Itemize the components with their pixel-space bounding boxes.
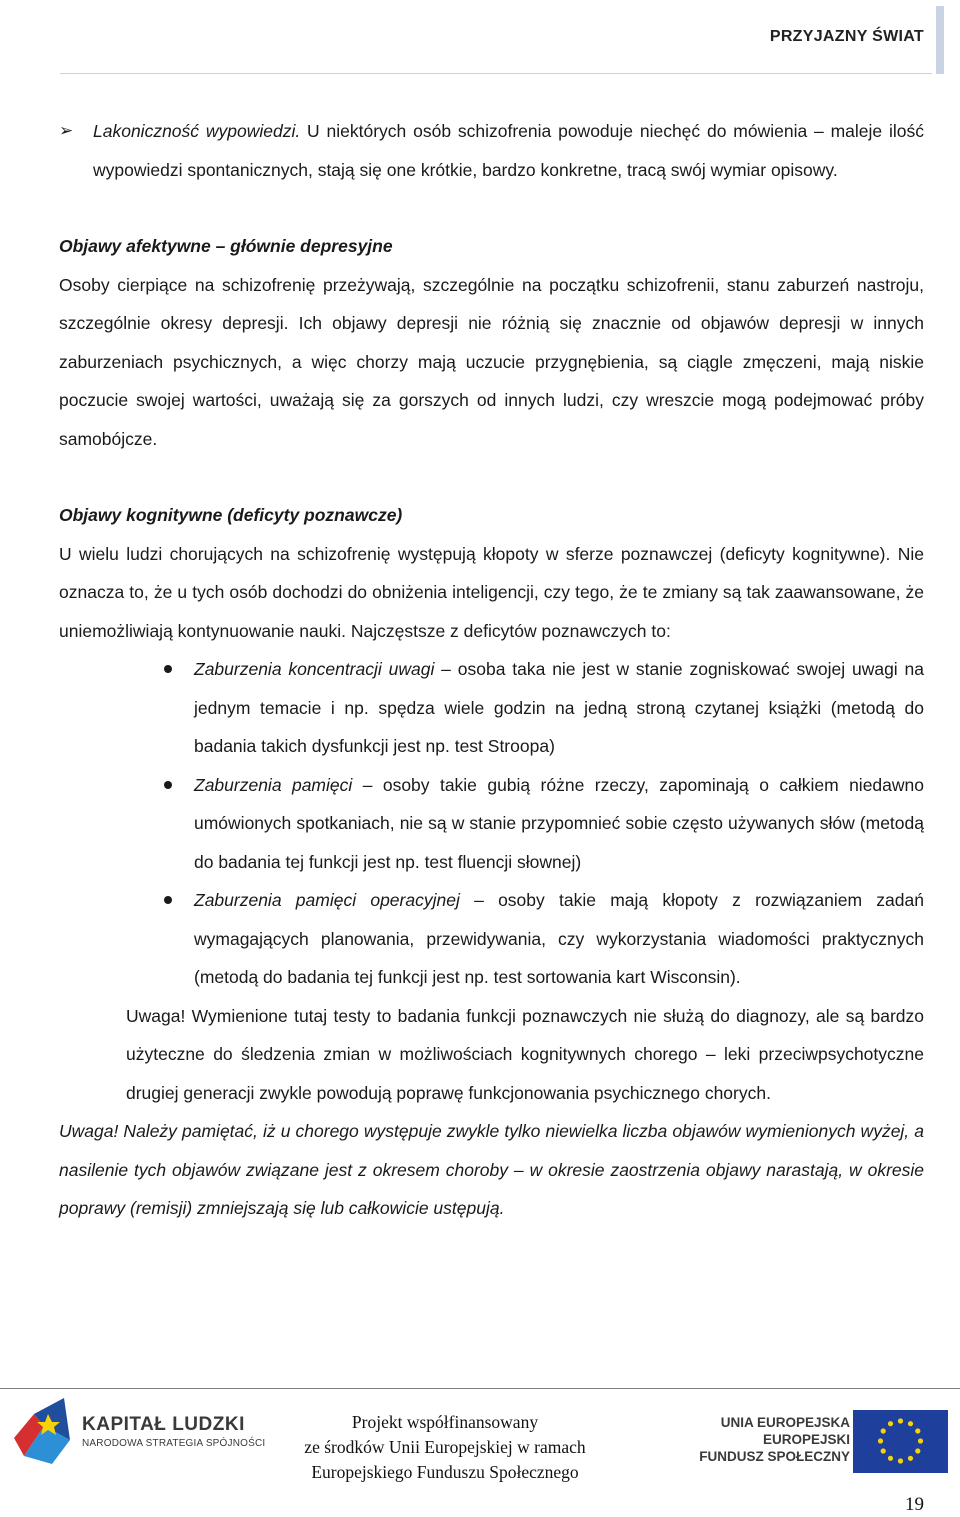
- list-item: [59, 766, 924, 882]
- list-item-text: – osoby takie gubią różne rzeczy, zapominają o całkiem niedawno umówionych spotkaniach, nie są w stanie przypomnieć sobie często używanych słów (metodą do badania tej funkcji jest np. test fluencji słownej): [194, 774, 924, 872]
- affective-paragraph: [59, 266, 924, 459]
- list-item-text: – osoba taka nie jest w stanie zogniskować swojej uwagi na jednym temacie i np. spędza wiele godzin na jedną stroną czytanej książki (metodą do badania takich dysfunkcji jest np. test Stroopa): [194, 659, 924, 756]
- eu-line-3: FUNDUSZ SPOŁECZNY: [699, 1449, 850, 1464]
- bullet-icon: [164, 896, 172, 904]
- page-content: [59, 112, 924, 1228]
- header-title: PRZYJAZNY ŚWIAT: [769, 28, 924, 45]
- header-rule: [60, 73, 932, 74]
- list-item: [59, 650, 924, 766]
- affective-text-2: Ich objawy depresji nie różnią się znacznie od objawów depresji w innych zaburzeniach psychicznych, a więc chorzy mają uczucie przygnębienia, są ciągle zmęczeni, mają niskie poczucie swojej wartości, uważają się za gorszych od innych ludzi, czy wreszcie mogą podejmować próby samobójcze.: [59, 313, 924, 449]
- header-accent-bar: [936, 6, 944, 74]
- deficits-list: [59, 650, 924, 997]
- list-item: [59, 881, 924, 997]
- intro-list-item: [59, 112, 924, 189]
- bullet-icon: [164, 665, 172, 673]
- affective-text-1: Osoby cierpiące na schizofrenię przeżywają, szczególnie na początku schizofrenii, stanu zaburzeń nastroju, szczególnie okresy depresji.: [59, 274, 924, 333]
- kapital-ludzki-subtitle: NARODOWA STRATEGIA SPÓJNOŚCI: [82, 1438, 266, 1449]
- kapital-ludzki-title: KAPITAŁ LUDZKI: [82, 1414, 245, 1435]
- eu-flag-icon: [853, 1410, 948, 1473]
- footer-rule: [0, 1388, 960, 1389]
- cofinancing-line-3: Europejskiego Funduszu Społecznego: [311, 1462, 579, 1482]
- list-item-term: Zaburzenia pamięci operacyjnej: [194, 890, 460, 910]
- eu-logo-text: [699, 1414, 850, 1465]
- cognitive-paragraph: [59, 535, 924, 651]
- intro-text: U niektórych osób schizofrenia powoduje niechęć do mówienia – maleje ilość wypowiedzi spontanicznych, stają się one krótkie, bardzo konkretne, tracą swój wymiar opisowy.: [93, 121, 924, 180]
- cofinancing-statement: [290, 1410, 600, 1485]
- cognitive-note: Uwaga! Wymienione tutaj testy to badania funkcji poznawczych nie służą do diagnozy, ale są bardzo użyteczne do śledzenia zmian w możliwościach kognitywnych chorego – leki przeciwpsychotyczne drugiej generacji zwykle powodują poprawę funkcjonowania psychicznego chorych.: [126, 1005, 924, 1103]
- cognitive-text-3: Najczęstsze z deficytów poznawczych to:: [345, 620, 671, 641]
- cofinancing-line-2: ze środków Unii Europejskiej w ramach: [304, 1437, 586, 1457]
- final-note: Uwaga! Należy pamiętać, iż u chorego występuje zwykle tylko niewielka liczba objawów wymienionych wyżej, a nasilenie tych objawów związane jest z okresem choroby – w okresie zaostrzenia objawy narastają, w okresie poprawy (remisji) zmniejszają się lub całkowicie ustępują.: [59, 1121, 924, 1218]
- intro-term: Lakoniczność wypowiedzi.: [93, 121, 301, 141]
- cofinancing-line-1: Projekt współfinansowany: [351, 1412, 539, 1432]
- eu-line-2: EUROPEJSKI: [762, 1432, 850, 1447]
- arrow-bullet-icon: ➢: [59, 121, 74, 140]
- affective-heading: Objawy afektywne – głównie depresyjne: [59, 236, 393, 256]
- cognitive-text-2: Nie oznacza to, że u tych osób dochodzi do obniżenia inteligencji, czy tego, że te zmiany są tak zaawansowane, że uniemożliwiają kontynuowanie nauki.: [59, 543, 924, 641]
- cognitive-heading: Objawy kognitywne (deficyty poznawcze): [59, 505, 403, 525]
- bullet-icon: [164, 781, 172, 789]
- cognitive-text-1: U wielu ludzi chorujących na schizofrenię występują kłopoty w sferze poznawczej (deficyty kognitywne).: [59, 543, 891, 564]
- list-item-term: Zaburzenia pamięci: [194, 774, 353, 795]
- list-item-text: – osoby takie mają kłopoty z rozwiązaniem zadań wymagających planowania, przewidywania, czy wykorzystania wiadomości praktycznych (metodą do badania tej funkcji jest np. test sortowania kart Wisconsin).: [194, 890, 924, 987]
- list-item-term: Zaburzenia koncentracji uwagi: [194, 659, 435, 679]
- eu-line-1: UNIA EUROPEJSKA: [720, 1415, 850, 1430]
- page-number: 19: [905, 1494, 924, 1515]
